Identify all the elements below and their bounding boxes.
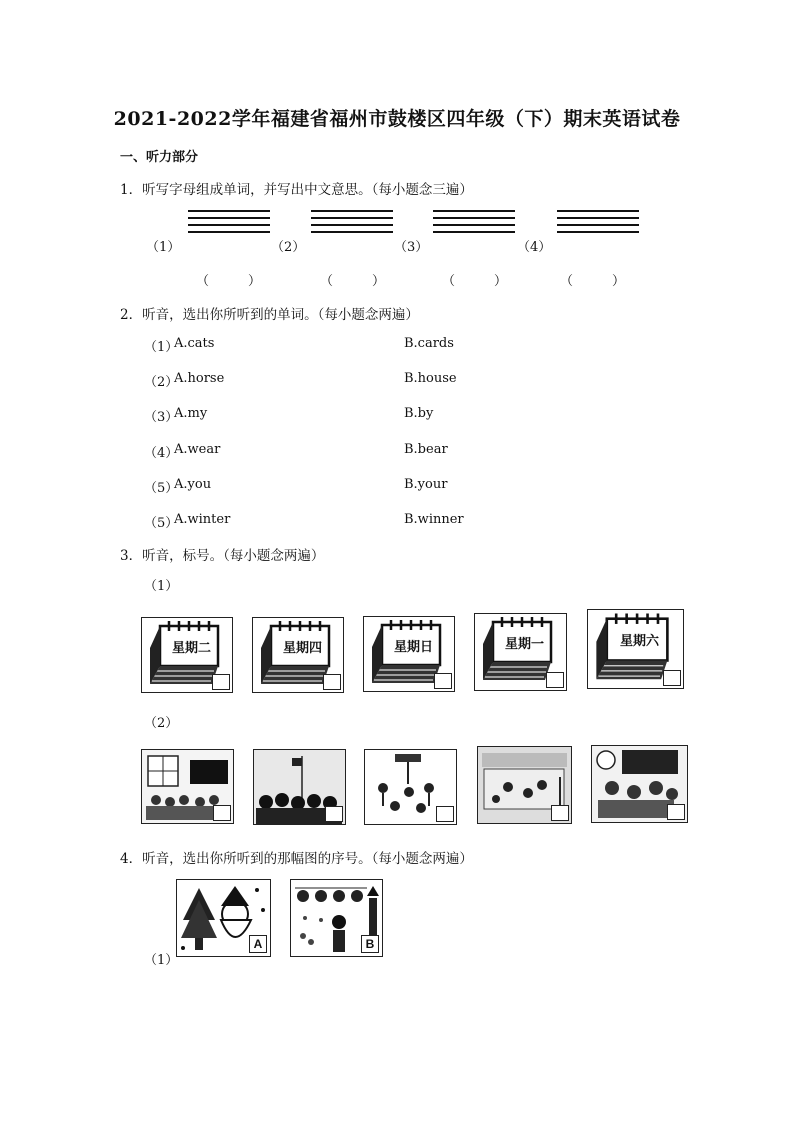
answer-paren: （ ）: [320, 274, 386, 289]
q2-num: （5）: [144, 481, 179, 496]
question-1-text: 1．听写字母组成单词，并写出中文意思。（每小题念三遍）: [120, 182, 473, 198]
calendar-picture: [252, 617, 344, 693]
music-class-picture: [591, 745, 688, 823]
q1-item-4: （4）: [517, 240, 552, 255]
q2-option-a: A.wear: [174, 442, 221, 457]
q2-option-a: A.you: [174, 477, 212, 492]
q1-item-1: （1）: [146, 240, 181, 255]
calendar-picture: [474, 613, 567, 691]
writing-lines: [557, 210, 639, 240]
q2-option-a: A.cats: [174, 336, 215, 351]
calendar-picture: [587, 609, 684, 689]
sports-field-picture: [477, 746, 572, 824]
writing-lines: [188, 210, 270, 240]
answer-paren: （ ）: [442, 274, 508, 289]
q2-option-a: A.winter: [174, 512, 231, 527]
question-4-text: 4．听音，选出你所听到的那幅图的序号。（每小题念两遍）: [120, 851, 473, 867]
q2-num: （5）: [144, 516, 179, 531]
q2-num: （2）: [144, 375, 179, 390]
page-title: 2021-2022学年福建省福州市鼓楼区四年级（下）期末英语试卷: [113, 108, 681, 130]
answer-paren: （ ）: [196, 274, 262, 289]
calendar-picture: [141, 617, 233, 693]
q2-option-b: B.your: [404, 477, 448, 492]
writing-lines: [311, 210, 393, 240]
calendar-weekday: 星期六: [620, 634, 660, 649]
lantern-festival-picture: [290, 879, 383, 957]
q4-sub-1: （1）: [144, 953, 179, 968]
answer-paren: （ ）: [560, 274, 626, 289]
label-a: A: [249, 935, 267, 953]
calendar-weekday: 星期四: [283, 641, 323, 656]
q2-option-b: B.bear: [404, 442, 448, 457]
question-3-text: 3．听音，标号。（每小题念两遍）: [120, 548, 325, 564]
q2-option-b: B.cards: [404, 336, 454, 351]
writing-lines: [433, 210, 515, 240]
q2-num: （4）: [144, 446, 179, 461]
classroom-picture: [141, 749, 234, 824]
answer-box: [663, 670, 681, 686]
calendar-weekday: 星期二: [172, 641, 212, 656]
q2-option-b: B.by: [404, 406, 434, 421]
answer-box: [213, 805, 231, 821]
q2-option-a: A.horse: [174, 371, 225, 386]
q2-num: （1）: [144, 340, 179, 355]
flag-raising-picture: [253, 749, 346, 825]
q1-item-2: （2）: [271, 240, 306, 255]
q2-option-b: B.house: [404, 371, 457, 386]
calendar-weekday: 星期一: [505, 637, 545, 652]
q2-option-b: B.winner: [404, 512, 464, 527]
q2-option-a: A.my: [174, 406, 208, 421]
q3-sub-1: （1）: [144, 579, 179, 594]
playground-picture: [364, 749, 457, 825]
answer-box: [436, 806, 454, 822]
christmas-picture: [176, 879, 271, 957]
calendar-weekday: 星期日: [394, 640, 434, 655]
answer-box: [667, 804, 685, 820]
answer-box: [551, 805, 569, 821]
q2-num: （3）: [144, 410, 179, 425]
answer-box: [434, 673, 452, 689]
answer-box: [212, 674, 230, 690]
section-heading: 一、听力部分: [120, 150, 199, 165]
answer-box: [323, 674, 341, 690]
question-2-text: 2．听音，选出你所听到的单词。（每小题念两遍）: [120, 307, 419, 323]
q1-item-3: （3）: [394, 240, 429, 255]
q3-sub-2: （2）: [144, 716, 179, 731]
calendar-picture: [363, 616, 455, 692]
answer-box: [325, 806, 343, 822]
label-b: B: [361, 935, 379, 953]
answer-box: [546, 672, 564, 688]
